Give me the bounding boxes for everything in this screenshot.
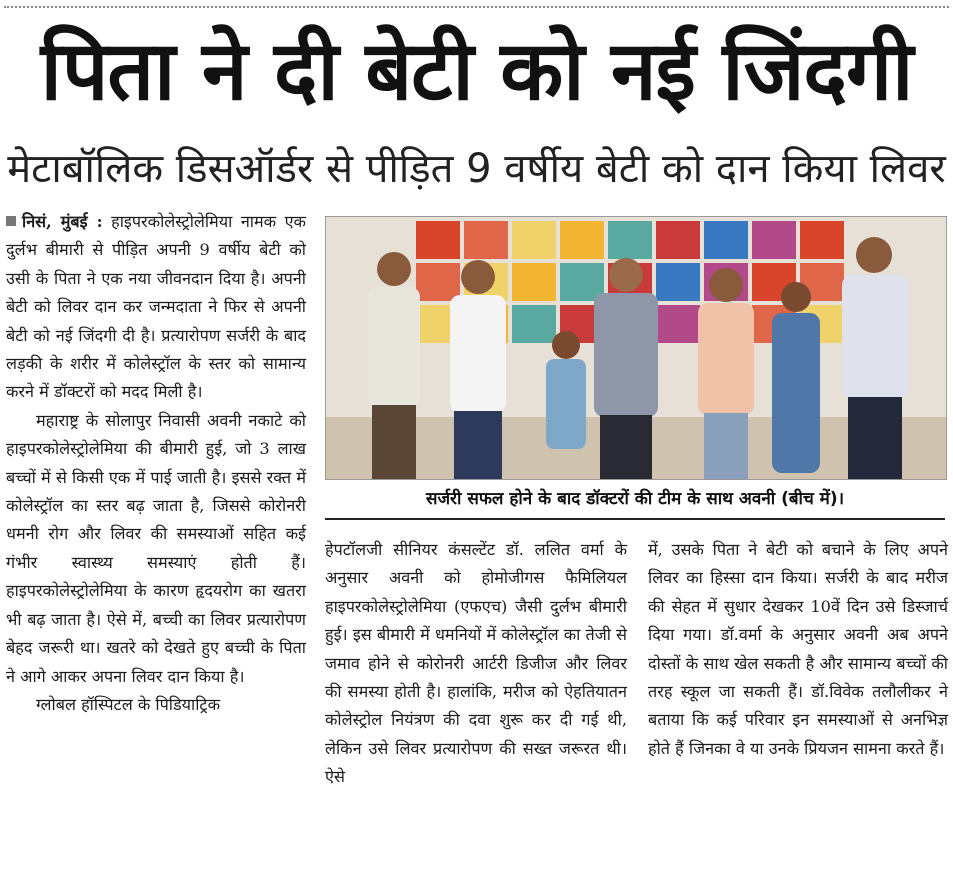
wall-art-tile bbox=[656, 221, 700, 259]
wall-art-tile bbox=[752, 221, 796, 259]
wall-art-tile bbox=[560, 263, 604, 301]
article-column-2 bbox=[325, 536, 627, 792]
subheadline: मेटाबॉलिक डिसऑर्डर से पीड़ित 9 वर्षीय बेटी को दान किया लिवर bbox=[7, 146, 946, 192]
wall-art-tile bbox=[608, 221, 652, 259]
wall-art-tile bbox=[416, 221, 460, 259]
column-2-text: हेपटॉलजी सीनियर कंसल्टेंट डॉ. ललित वर्मा के अनुसार अवनी को होमोजीगस फैमिलियल हाइपरकोलेस्ट्रोलेमिया (एफएच) जैसी दुर्लभ बीमारी हुई। इस बीमारी में धमनियों में कोलेस्ट्रॉल का तेजी से जमाव होने से कोरोनरी आर्टरी डिजीज और लिवर की समस्या होती है। हालांकि, मरीज को ऐहतियातन कोलेस्ट्रोल नियंत्रण की दवा शुरू कर दी गई थी, लेकिन उसे लिवर प्रत्यारोपण की सख्त जरूरत थी। ऐसे bbox=[325, 540, 627, 787]
article-column-1 bbox=[6, 208, 306, 719]
wall-art-tile bbox=[560, 221, 604, 259]
headline: पिता ने दी बेटी को नई जिंदगी bbox=[40, 24, 913, 119]
photo-caption: सर्जरी सफल होने के बाद डॉक्टरों की टीम के साथ अवनी (बीच में)। bbox=[325, 484, 945, 520]
wall-art-tile bbox=[416, 263, 460, 301]
wall-art-tile bbox=[704, 221, 748, 259]
paragraph-3: ग्लोबल हॉस्पिटल के पिडियाट्रिक bbox=[36, 694, 221, 714]
bullet-square-icon bbox=[6, 216, 16, 226]
news-photo bbox=[325, 216, 947, 480]
paragraph-1 bbox=[6, 208, 306, 407]
wall-art-tile bbox=[512, 305, 556, 343]
article-column-3 bbox=[648, 536, 948, 763]
wall-art-tile bbox=[512, 221, 556, 259]
dateline: निसं, मुंबई : bbox=[22, 212, 103, 231]
group-photo-illustration bbox=[326, 217, 946, 479]
paragraph-1-text: हाइपरकोलेस्ट्रोलेमिया नामक एक दुर्लभ बीमारी से पीड़ित अपनी 9 वर्षीय बेटी को उसी के पिता ने एक नया जीवनदान दिया है। अपनी बेटी को लिवर दान कर जन्मदाता ने फिर से अपनी बेटी को नई जिंदगी दी है। प्रत्यारोपण सर्जरी के बाद लड़की के शरीर में कोलेस्ट्रॉल के स्तर को सामान्य करने में डॉक्टरों को मदद मिली है। bbox=[6, 212, 306, 402]
wall-art-tile bbox=[512, 263, 556, 301]
column-3-text: में, उसके पिता ने बेटी को बचाने के लिए अपने लिवर का हिस्सा दान किया। सर्जरी के बाद मरीज की सेहत में सुधार देखकर 10वें दिन उसे डिस्जार्च दिया गया। डॉ.वर्मा के अनुसार अवनी अब अपने दोस्तों के साथ खेल सकती है और सामान्य बच्चों की तरह स्कूल जा सकती हैं। डॉ.विवेक तलौलीकर ने बताया कि कई परिवार इन समस्याओं से अनभिज्ञ होते हैं जिनका वे या उनके प्रियजन सामना करते हैं। bbox=[648, 540, 948, 758]
wall-art-tile bbox=[656, 263, 700, 301]
wall-art-tile bbox=[464, 221, 508, 259]
wall-art-tile bbox=[800, 221, 844, 259]
top-dotted-rule bbox=[4, 6, 949, 8]
paragraph-2: महाराष्ट्र के सोलापुर निवासी अवनी नकाटे को हाइपरकोलेस्ट्रोलेमिया की बीमारी हुई, जो 3 लाख बच्चों में से किसी एक में पाई जाती है। इससे रक्त में कोलेस्ट्रॉल का स्तर बढ़ जाता है, जिससे कोरोनरी धमनी रोग और लिवर की समस्याओं सहित कई गंभीर स्वास्थ्य समस्याएं होती हैं। हाइपरकोलेस्ट्रोलेमिया के कारण हृदयरोग का खतरा भी बढ़ जाता है। ऐसे में, बच्ची का लिवर प्रत्यारोपण बेहद जरूरी था। खतरे को देखते हुए बच्ची के पिता ने आगे आकर अपना लिवर दान किया है। bbox=[6, 410, 306, 686]
wall-art-tile bbox=[656, 305, 700, 343]
